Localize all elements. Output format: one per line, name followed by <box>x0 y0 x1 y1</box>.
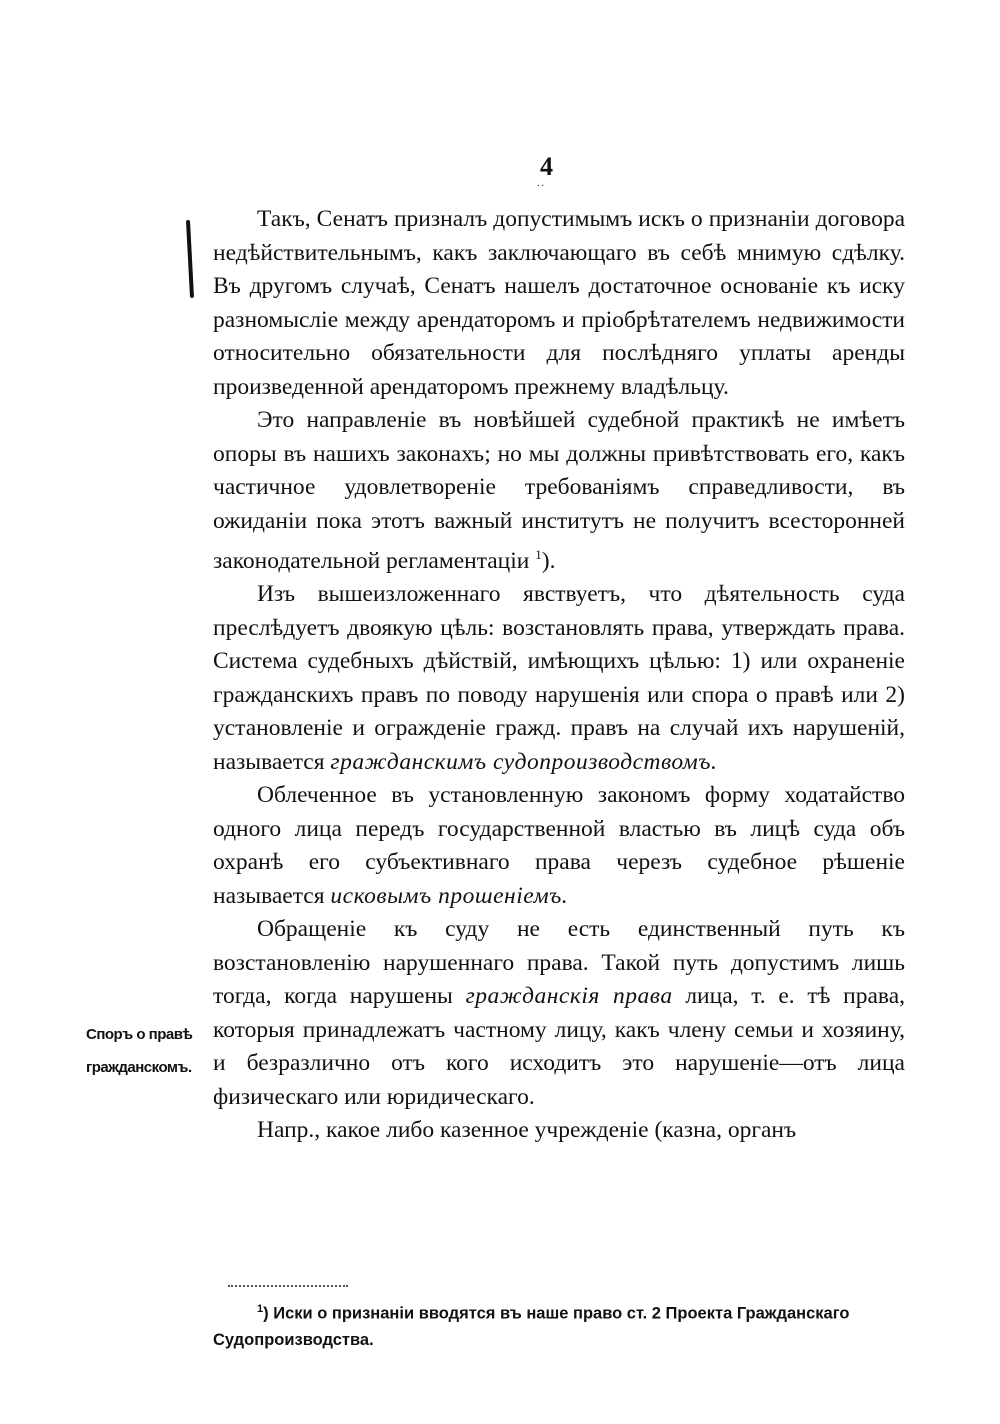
footnote-text: ) Иски о признаніи вводятся въ наше право ст. 2 Проекта Гражданскаго Судопроизводства. <box>213 1304 850 1349</box>
paragraph-3: Изъ вышеизложеннаго явствуетъ, что дѣятельность суда преслѣдуетъ двоякую цѣль: возстановлять права, утверждать права. Система судебныхъ дѣйствій, имѣющихъ цѣлью: 1) или охраненіе гражданскихъ правъ по поводу нарушенія или спора о правѣ или 2) установленіе и огражденіе гражд. правъ на случай ихъ нарушеній, называется гражданскимъ судопроизводствомъ. <box>213 581 905 775</box>
paragraph-5: Обращеніе къ суду не есть единственный путь къ возстановленію нарушеннаго права. Такой путь допустимъ лишь тогда, когда нарушены гражданскія права лица, т. е. тѣ права, которыя принадлежатъ частному лицу, какъ члену семьи и хозяину, и безразлично отъ кого исходитъ это нарушеніе—отъ лица физическаго или юридическаго. <box>213 916 906 1110</box>
marginal-heading-line-1: Споръ о правѣ <box>86 1026 193 1043</box>
page-number-marks: .. <box>537 178 546 189</box>
marginal-heading-line-2: гражданскомъ. <box>86 1059 192 1076</box>
footnote-mark: 1 <box>257 1303 264 1315</box>
footnote-divider <box>228 1285 348 1289</box>
italic-term: гражданскія права <box>465 983 673 1010</box>
paragraph-2: Это направленіе въ новѣйшей судебной практикѣ не имѣетъ опоры въ нашихъ законахъ; но мы должны привѣтствовать его, какъ частичное удовлетвореніе требованіямъ справедливости, въ ожиданіи пока этотъ важный институтъ не получитъ всесторонней законодательной регламентаціи $^1$). <box>213 407 905 574</box>
margin-mark <box>186 220 194 298</box>
paragraph-1: Такъ, Сенатъ призналъ допустимымъ искъ о признаніи договора недѣйствительнымъ, какъ заключающаго въ себѣ мнимую сдѣлку. Въ другомъ случаѣ, Сенатъ нашелъ достаточное основаніе къ иску разномысліе между арендаторомъ и пріобрѣтателемъ недвижимости относительно обязательности для послѣдняго уплаты аренды произведенной арендаторомъ прежнему владѣльцу. <box>213 206 905 400</box>
paragraph-4: Облеченное въ установленную закономъ форму ходатайство одного лица передъ государственной властью въ лицѣ суда объ охранѣ его субъективнаго права черезъ судебное рѣшеніе называется исковымъ прошеніемъ. <box>213 782 905 909</box>
marginal-heading <box>86 1018 210 1084</box>
page-number: 4 <box>540 152 553 181</box>
italic-term: исковымъ прошеніемъ. <box>330 882 569 909</box>
italic-term: гражданскимъ судопроизводствомъ. <box>330 748 718 775</box>
footnote-reference: 1 <box>535 547 542 562</box>
body-text <box>213 203 905 1148</box>
paragraph-6: Напр., какое либо казенное учрежденіе (казна, органъ <box>257 1117 797 1144</box>
footnote <box>213 1296 905 1353</box>
